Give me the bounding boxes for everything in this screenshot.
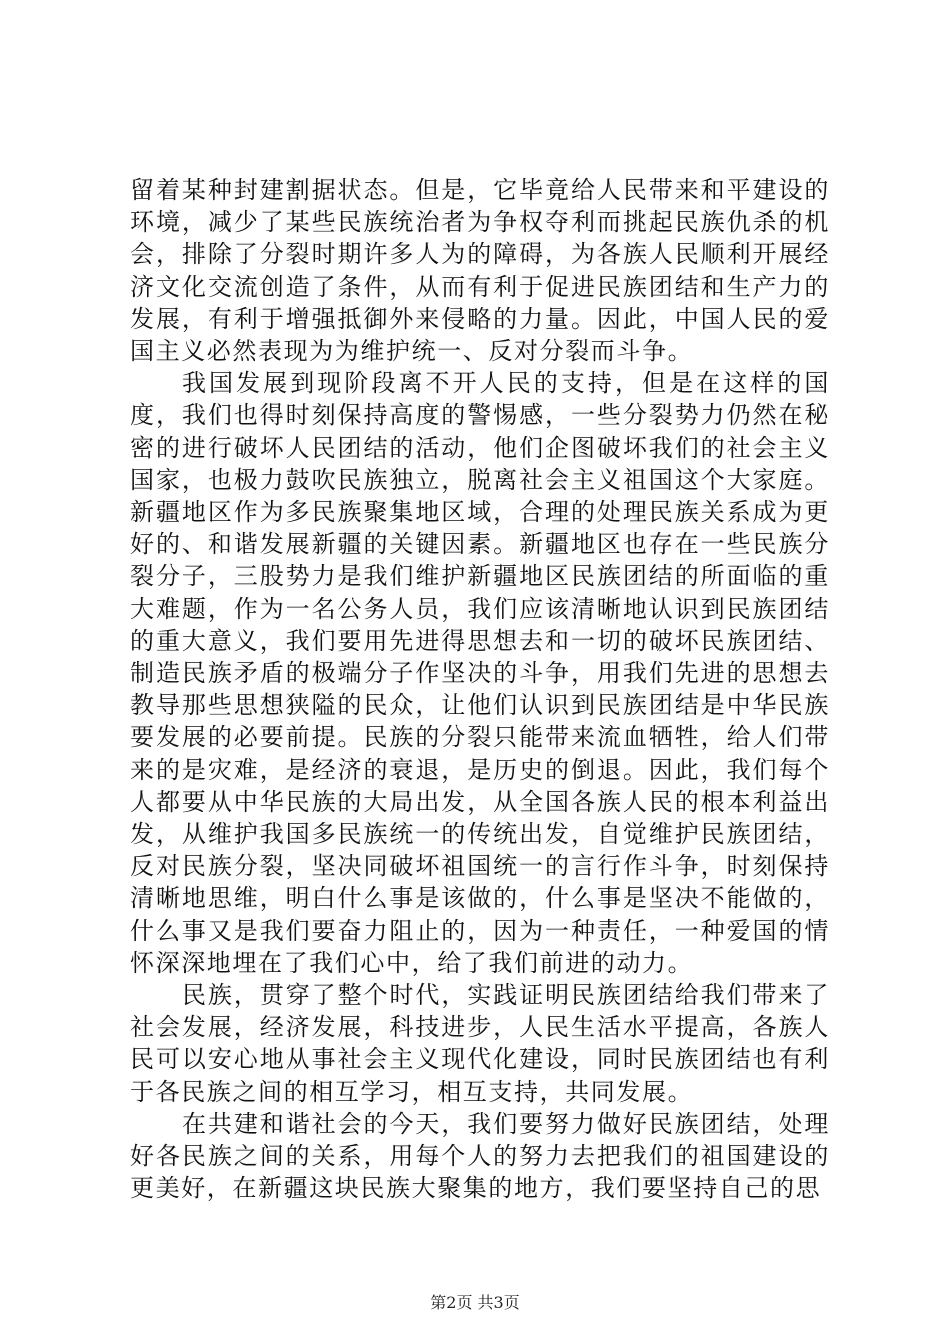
paragraph-continuation: 留着某种封建割据状态。但是，它毕竟给人民带来和平建设的环境，减少了某些民族统治者为争权夺利而挑起民族仇杀的机会，排除了分裂时期许多人为的障碍，为各族人民顺利开展经济文化交流创造了条件，从而有利于促进民族团结和生产力的发展，有利于增强抵御外来侵略的力量。因此，中国人民的爱国主义必然表现为为维护统一、反对分裂而斗争。 <box>130 176 830 366</box>
paragraph: 我国发展到现阶段离不开人民的支持，但是在这样的国度，我们也得时刻保持高度的警惕感，一些分裂势力仍然在秘密的进行破坏人民团结的活动，他们企图破坏我们的社会主义国家，也极力鼓吹民族独立，脱离社会主义祖国这个大家庭。新疆地区作为多民族聚集地区域，合理的处理民族关系成为更好的、和谐发展新疆的关键因素。新疆地区也存在一些民族分裂分子，三股势力是我们维护新疆地区民族团结的所面临的重大难题，作为一名公务人员，我们应该清晰地认识到民族团结的重大意义，我们要用先进得思想去和一切的破坏民族团结、制造民族矛盾的极端分子作坚决的斗争，用我们先进的思想去教导那些思想狭隘的民众，让他们认识到民族团结是中华民族要发展的必要前提。民族的分裂只能带来流血牺牲，给人们带来的是灾难，是经济的衰退，是历史的倒退。因此，我们每个人都要从中华民族的大局出发，从全国各族人民的根本利益出发，从维护我国多民族统一的传统出发，自觉维护民族团结，反对民族分裂，坚决同破坏祖国统一的言行作斗争，时刻保持清晰地思维，明白什么事是该做的，什么事是坚决不能做的，什么事又是我们要奋力阻止的，因为一种责任，一种爱国的情怀深深地埋在了我们心中，给了我们前进的动力。 <box>130 369 830 977</box>
document-body <box>130 174 830 1205</box>
page-number-footer: 第2页 共3页 <box>430 1293 520 1312</box>
paragraph: 在共建和谐社会的今天，我们要努力做好民族团结，处理好各民族之间的关系，用每个人的努力去把我们的祖国建设的更美好，在新疆这块民族大聚集的地方，我们要坚持自己的思 <box>130 1109 830 1203</box>
paragraph: 民族，贯穿了整个时代，实践证明民族团结给我们带来了社会发展，经济发展，科技进步，人民生活水平提高，各族人民可以安心地从事社会主义现代化建设，同时民族团结也有利于各民族之间的相互学习，相互支持，共同发展。 <box>130 981 830 1106</box>
